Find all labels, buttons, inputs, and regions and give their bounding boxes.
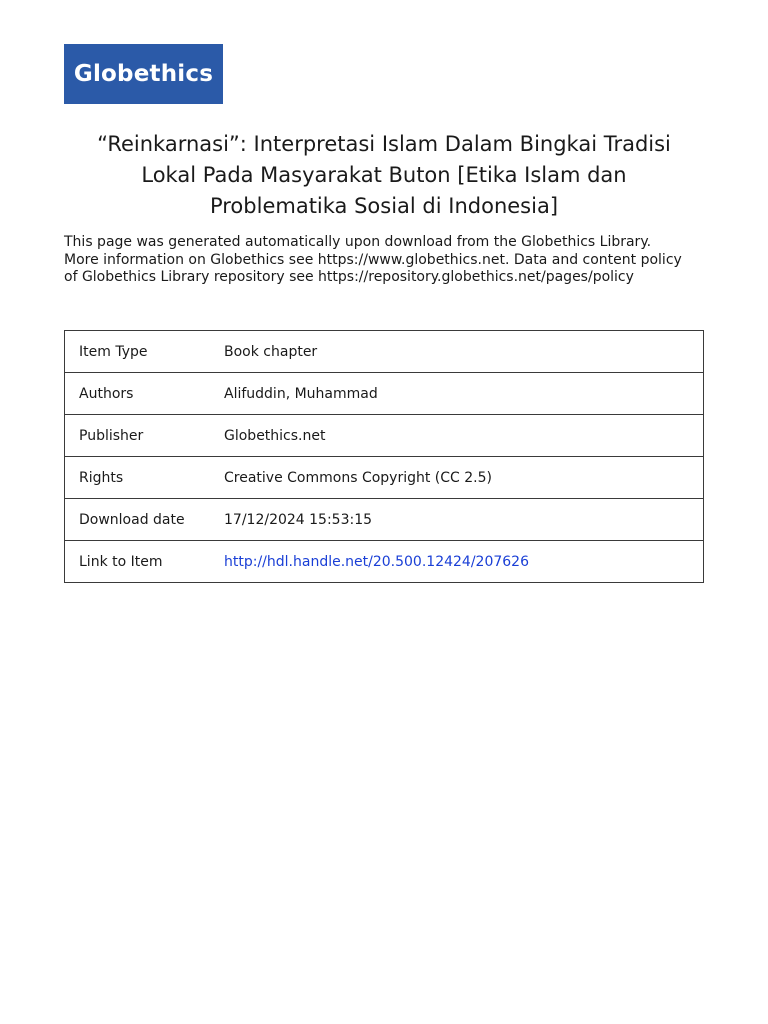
publisher-label: Publisher: [65, 415, 225, 457]
table-row: [65, 331, 704, 373]
table-row: [65, 457, 704, 499]
intro-paragraph: This page was generated automatically upon download from the Globethics Library. More information on Globethics see https://www.globethics.net. Data and content policy of Globethics Library repository see https://repository.globethics.net/pages/policy: [64, 234, 682, 285]
table-row: [65, 415, 704, 457]
document-title: “Reinkarnasi”: Interpretasi Islam Dalam Bingkai Tradisi Lokal Pada Masyarakat Buton [Etika Islam dan Problematika Sosial di Indonesia]: [97, 132, 671, 218]
download-date-value: 17/12/2024 15:53:15: [224, 499, 704, 541]
rights-value: Creative Commons Copyright (CC 2.5): [224, 457, 704, 499]
metadata-table: [64, 330, 704, 583]
authors-value: Alifuddin, Muhammad: [224, 373, 704, 415]
item-type-value: Book chapter: [224, 331, 704, 373]
link-to-item-cell: [224, 541, 704, 583]
globethics-logo: [64, 44, 223, 104]
authors-label: Authors: [65, 373, 225, 415]
table-row: [65, 373, 704, 415]
download-date-label: Download date: [65, 499, 225, 541]
item-type-label: Item Type: [65, 331, 225, 373]
rights-label: Rights: [65, 457, 225, 499]
table-row: [65, 541, 704, 583]
item-handle-link[interactable]: http://hdl.handle.net/20.500.12424/207626: [224, 553, 529, 570]
table-row: [65, 499, 704, 541]
logo-text: Globethics: [73, 61, 214, 87]
publisher-value: Globethics.net: [224, 415, 704, 457]
link-to-item-label: Link to Item: [65, 541, 225, 583]
